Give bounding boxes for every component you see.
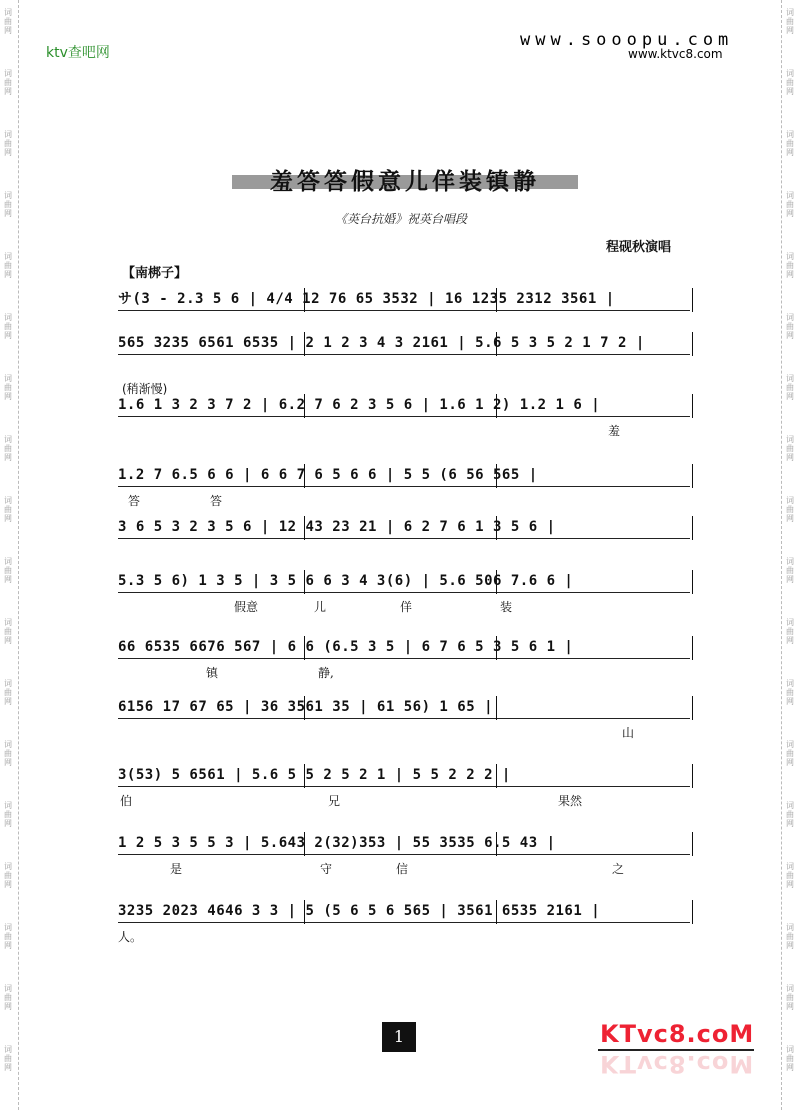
left-margin-strip xyxy=(0,0,19,1110)
bar-line xyxy=(496,394,497,418)
bar-line xyxy=(496,900,497,924)
beam-line xyxy=(118,486,690,487)
score-title: 羞答答假意儿佯装镇静 xyxy=(270,168,540,195)
margin-watermark: 词 曲 网 xyxy=(786,8,794,35)
lyric-text: 答 xyxy=(210,494,223,508)
notation-text: 1.2 7 6.5 6 6 | 6 6 7 6 5 6 6 | 5 5 (6 56 565 | xyxy=(118,467,538,483)
beam-line xyxy=(118,786,690,787)
margin-watermark: 词 曲 网 xyxy=(4,862,12,889)
score-row xyxy=(118,568,704,614)
bar-line xyxy=(692,764,693,788)
lyric-text: 之 xyxy=(612,862,625,876)
tempo-note: (稍渐慢) xyxy=(122,382,168,396)
margin-watermark: 词 曲 网 xyxy=(4,374,12,401)
notation-text: サ(3 - 2.3 5 6 | 4/4 12 76 65 3532 | 16 1235 2312 3561 | xyxy=(118,291,615,307)
bar-line xyxy=(304,764,305,788)
margin-watermark: 词 曲 网 xyxy=(4,69,12,96)
margin-watermark: 词 曲 网 xyxy=(4,496,12,523)
beam-line xyxy=(118,718,690,719)
lyric-text: 人。 xyxy=(118,930,143,944)
margin-watermark: 词 曲 网 xyxy=(786,496,794,523)
lyric-text: 羞 xyxy=(608,424,621,438)
bar-line xyxy=(304,900,305,924)
lyric-text: 佯 xyxy=(400,600,413,614)
bar-line xyxy=(496,464,497,488)
margin-watermark: 词 曲 网 xyxy=(786,69,794,96)
ktvc8-logo: KTvc8.coM xyxy=(600,1020,755,1048)
beam-line xyxy=(118,592,690,593)
lyric-text: 守 xyxy=(320,862,333,876)
notation-text: 66 6535 6676 567 | 6 6 (6.5 3 5 | 6 7 6 5 3 5 6 1 | xyxy=(118,639,574,655)
lyric-text: 山 xyxy=(622,726,635,740)
bar-line xyxy=(692,516,693,540)
notation-text: 5.3 5 6) 1 3 5 | 3 5 6 6 3 4 3(6) | 5.6 506 7.6 6 | xyxy=(118,573,574,589)
bar-line xyxy=(304,832,305,856)
margin-watermark: 词 曲 网 xyxy=(4,252,12,279)
margin-watermark: 词 曲 网 xyxy=(786,801,794,828)
margin-watermark: 词 曲 网 xyxy=(4,618,12,645)
margin-watermark: 词 曲 网 xyxy=(786,862,794,889)
beam-line xyxy=(118,658,690,659)
section-label: 【南梆子】 xyxy=(122,266,188,281)
beam-line xyxy=(118,310,690,311)
margin-watermark: 词 曲 网 xyxy=(4,191,12,218)
margin-watermark: 词 曲 网 xyxy=(786,923,794,950)
margin-watermark: 词 曲 网 xyxy=(786,435,794,462)
bar-line xyxy=(692,332,693,356)
bar-line xyxy=(692,696,693,720)
score-row xyxy=(118,898,704,944)
score-row xyxy=(118,694,704,740)
bar-line xyxy=(496,636,497,660)
lyric-text: 伯 xyxy=(120,794,133,808)
margin-watermark: 词 曲 网 xyxy=(4,740,12,767)
margin-watermark: 词 曲 网 xyxy=(786,130,794,157)
notation-text: 3 6 5 3 2 3 5 6 | 12 43 23 21 | 6 2 7 6 1 3 5 6 | xyxy=(118,519,556,535)
bar-line xyxy=(692,464,693,488)
right-margin-strip xyxy=(781,0,800,1110)
bar-line xyxy=(496,832,497,856)
bar-line xyxy=(496,332,497,356)
lyric-text: 假意 xyxy=(234,600,259,614)
page-number: 1 xyxy=(382,1022,416,1052)
bar-line xyxy=(304,516,305,540)
bar-line xyxy=(692,394,693,418)
margin-watermark: 词 曲 网 xyxy=(786,374,794,401)
bar-line xyxy=(304,394,305,418)
lyric-text: 答 xyxy=(128,494,141,508)
bar-line xyxy=(496,696,497,720)
lyric-text: 装 xyxy=(500,600,513,614)
notation-text: 6156 17 67 65 | 36 3561 35 | 61 56) 1 65 | xyxy=(118,699,494,715)
margin-watermark: 词 曲 网 xyxy=(4,8,12,35)
margin-watermark: 词 曲 网 xyxy=(786,1045,794,1072)
margin-watermark: 词 曲 网 xyxy=(786,252,794,279)
bar-line xyxy=(304,636,305,660)
score-subtitle: 《英台抗婚》祝英台唱段 xyxy=(335,212,468,226)
margin-watermark: 词 曲 网 xyxy=(4,679,12,706)
beam-line xyxy=(118,854,690,855)
bar-line xyxy=(692,900,693,924)
bar-line xyxy=(692,832,693,856)
site-url-secondary: www.ktvc8.com xyxy=(628,47,723,61)
margin-watermark: 词 曲 网 xyxy=(786,313,794,340)
site-url: www.sooopu.com xyxy=(520,30,734,50)
score-row xyxy=(118,830,704,876)
bar-line xyxy=(496,516,497,540)
margin-watermark: 词 曲 网 xyxy=(786,191,794,218)
bar-line xyxy=(692,570,693,594)
score-row xyxy=(118,330,704,356)
bar-line xyxy=(304,332,305,356)
lyric-text: 信 xyxy=(396,862,409,876)
margin-watermark: 词 曲 网 xyxy=(4,130,12,157)
bar-line xyxy=(304,464,305,488)
notation-text: 3235 2023 4646 3 3 | 5 (5 6 5 6 565 | 3561 6535 2161 | xyxy=(118,903,601,919)
score-row xyxy=(118,762,704,808)
beam-line xyxy=(118,354,690,355)
bar-line xyxy=(304,570,305,594)
margin-watermark: 词 曲 网 xyxy=(786,740,794,767)
notation-text: 3(53) 5 6561 | 5.6 5 5 2 5 2 1 | 5 5 2 2 2 | xyxy=(118,767,511,783)
margin-watermark: 词 曲 网 xyxy=(4,801,12,828)
title-block xyxy=(232,163,578,195)
lyric-text: 果然 xyxy=(558,794,583,808)
bar-line xyxy=(304,288,305,312)
lyric-text: 是 xyxy=(170,862,183,876)
bar-line xyxy=(496,764,497,788)
lyric-text: 静, xyxy=(318,666,334,680)
bar-line xyxy=(692,288,693,312)
margin-watermark: 词 曲 网 xyxy=(4,923,12,950)
notation-text: 1 2 5 3 5 5 3 | 5.643 2(32)353 | 55 3535 6.5 43 | xyxy=(118,835,556,851)
beam-line xyxy=(118,538,690,539)
margin-watermark: 词 曲 网 xyxy=(786,557,794,584)
bar-line xyxy=(496,570,497,594)
margin-watermark: 词 曲 网 xyxy=(786,618,794,645)
bar-line xyxy=(692,636,693,660)
performer-credit: 程砚秋演唱 xyxy=(606,240,672,255)
lyric-text: 兄 xyxy=(328,794,341,808)
margin-watermark: 词 曲 网 xyxy=(4,313,12,340)
margin-watermark: 词 曲 网 xyxy=(786,984,794,1011)
margin-watermark: 词 曲 网 xyxy=(4,984,12,1011)
beam-line xyxy=(118,416,690,417)
notation-text: 565 3235 6561 6535 | 2 1 2 3 4 3 2161 | 5.6 5 3 5 2 1 7 2 | xyxy=(118,335,645,351)
margin-watermark: 词 曲 网 xyxy=(4,557,12,584)
left-brand: ktv查吧网 xyxy=(46,45,110,61)
beam-line xyxy=(118,922,690,923)
score-row xyxy=(118,286,704,312)
bar-line xyxy=(304,696,305,720)
lyric-text: 儿 xyxy=(314,600,327,614)
margin-watermark: 词 曲 网 xyxy=(4,435,12,462)
margin-watermark: 词 曲 网 xyxy=(786,679,794,706)
margin-watermark: 词 曲 网 xyxy=(4,1045,12,1072)
ktvc8-logo-reflection: KTvc8.coM xyxy=(600,1050,755,1078)
score-row xyxy=(118,634,704,680)
notation-text: 1.6 1 3 2 3 7 2 | 6.2 7 6 2 3 5 6 | 1.6 1 2) 1.2 1 6 | xyxy=(118,397,601,413)
score-row xyxy=(118,462,704,508)
score-row xyxy=(118,514,704,540)
bar-line xyxy=(496,288,497,312)
score-row xyxy=(118,392,704,438)
lyric-text: 镇 xyxy=(206,666,219,680)
